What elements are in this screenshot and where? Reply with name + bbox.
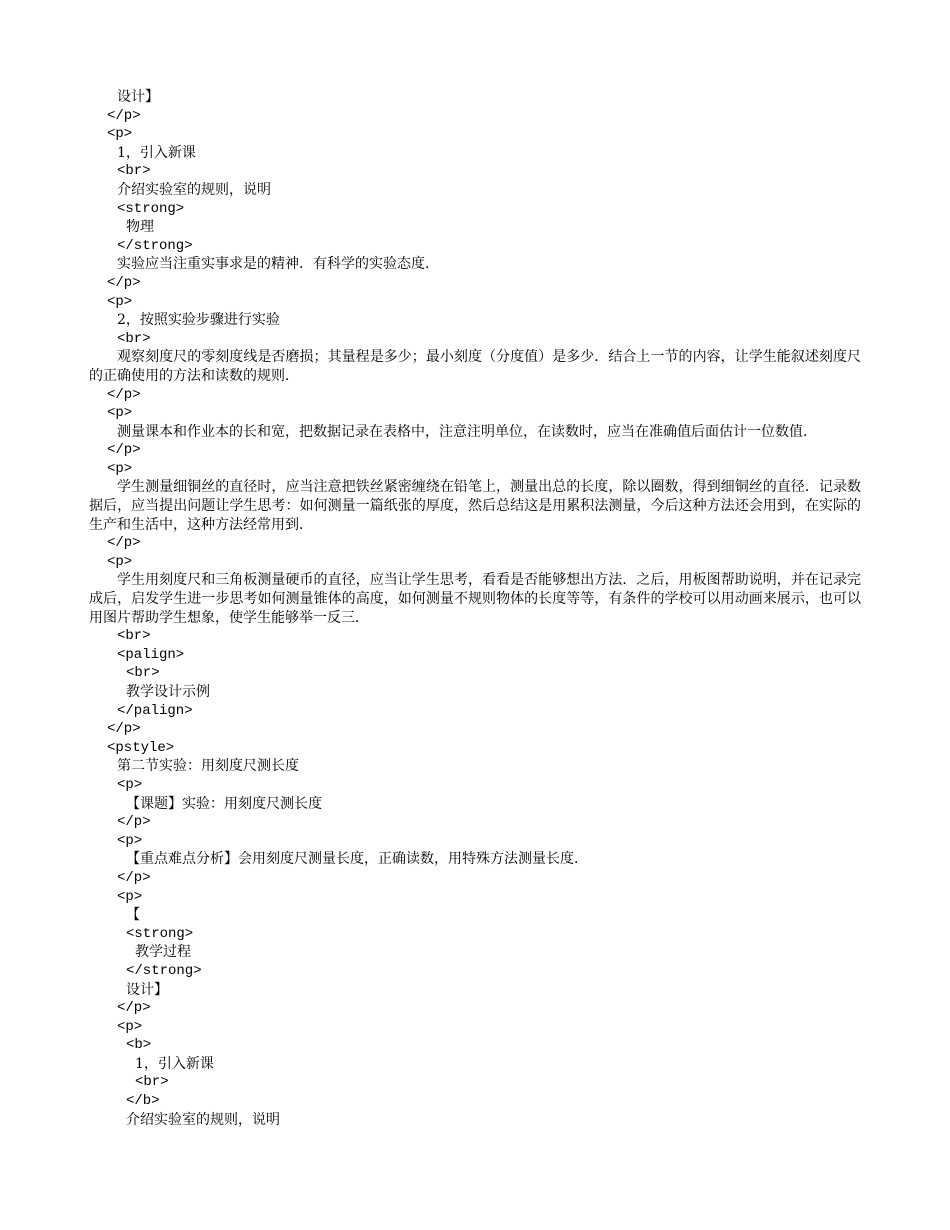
tag-line: </p> [107,442,141,459]
tag-line: <br> [135,1074,169,1091]
tag-line: </p> [107,721,141,738]
tag-line: </p> [107,386,141,403]
text-line: 设计】 [117,89,159,105]
text-line: 设计】 [126,981,168,998]
tag-line: </p> [117,814,151,831]
tag-line: </palign> [117,702,193,719]
tag-line: <pstyle> [107,739,175,756]
tag-line: <p> [117,888,143,905]
text-line: 【 [126,907,140,924]
tag-line: <br> [117,330,151,347]
tag-line: <palign> [117,646,185,663]
tag-line: </strong> [117,237,193,254]
text-line: 2，按照实验步骤进行实验 [117,312,280,329]
tag-line: <p> [107,405,133,422]
text-line: 教学设计示例 [126,684,210,700]
text-line: 1，引入新课 [135,1055,214,1072]
document-body [0,88,950,1129]
tag-line: <p> [107,460,133,477]
paragraph: 测量课本和作业本的长和宽，把数据记录在表格中，注意注明单位，在读数时，应当在准确值后面估计一位数值． [117,423,817,440]
tag-line: </p> [117,1000,151,1017]
paragraph: 学生测量细铜丝的直径时，应当注意把铁丝紧密缠绕在铅笔上，测量出总的长度，除以圈数，得到细铜丝的直径．记录数据后，应当提出问题让学生思考：如何测量一篇纸张的厚度，然后总结这是用累积法测量，今后这种方法还会用到，在实际的生产和生活中，这种方法经常用到． [89,479,861,533]
tag-line: <p> [107,126,133,143]
text-line: 介绍实验室的规则，说明 [126,1111,280,1128]
text-line: 1，引入新课 [117,144,196,161]
tag-line: <p> [107,293,133,310]
tag-line: <br> [117,628,151,645]
tag-line: <p> [117,776,143,793]
tag-line: </b> [126,1093,160,1110]
text-line: 第二节实验：用刻度尺测长度 [117,758,299,775]
tag-line: </p> [107,107,141,124]
text-line: 【重点难点分析】会用刻度尺测量长度，正确读数，用特殊方法测量长度． [126,851,588,868]
text-line: 介绍实验室的规则，说明 [117,181,271,198]
tag-line: </p> [107,535,141,552]
tag-line: </p> [117,869,151,886]
paragraph: 观察刻度尺的零刻度线是否磨损；其量程是多少；最小刻度（分度值）是多少．结合上一节的内容，让学生能叙述刻度尺的正确使用的方法和读数的规则． [89,349,861,384]
tag-line: <br> [117,163,151,180]
text-line: 【课题】实验：用刻度尺测长度 [126,795,322,812]
text-line: 实验应当注重实事求是的精神．有科学的实验态度． [117,256,439,273]
tag-line: <p> [117,1018,143,1035]
paragraph: 学生用刻度尺和三角板测量硬币的直径，应当让学生思考，看看是否能够想出方法．之后，用板图帮助说明，并在记录完成后，启发学生进一步思考如何测量锥体的高度，如何测量不规则物体的长度等等，有条件的学校可以用动画来展示，也可以用图片帮助学生想象，使学生能够举一反三． [89,572,861,626]
tag-line: <p> [107,553,133,570]
tag-line: <b> [126,1037,152,1054]
tag-line: <br> [126,665,160,682]
tag-line: <strong> [117,200,185,217]
tag-line: </strong> [126,962,202,979]
text-line: 物理 [126,219,154,236]
tag-line: <strong> [126,925,194,942]
tag-line: </p> [107,274,141,291]
text-line: 教学过程 [135,944,191,961]
tag-line: <p> [117,832,143,849]
